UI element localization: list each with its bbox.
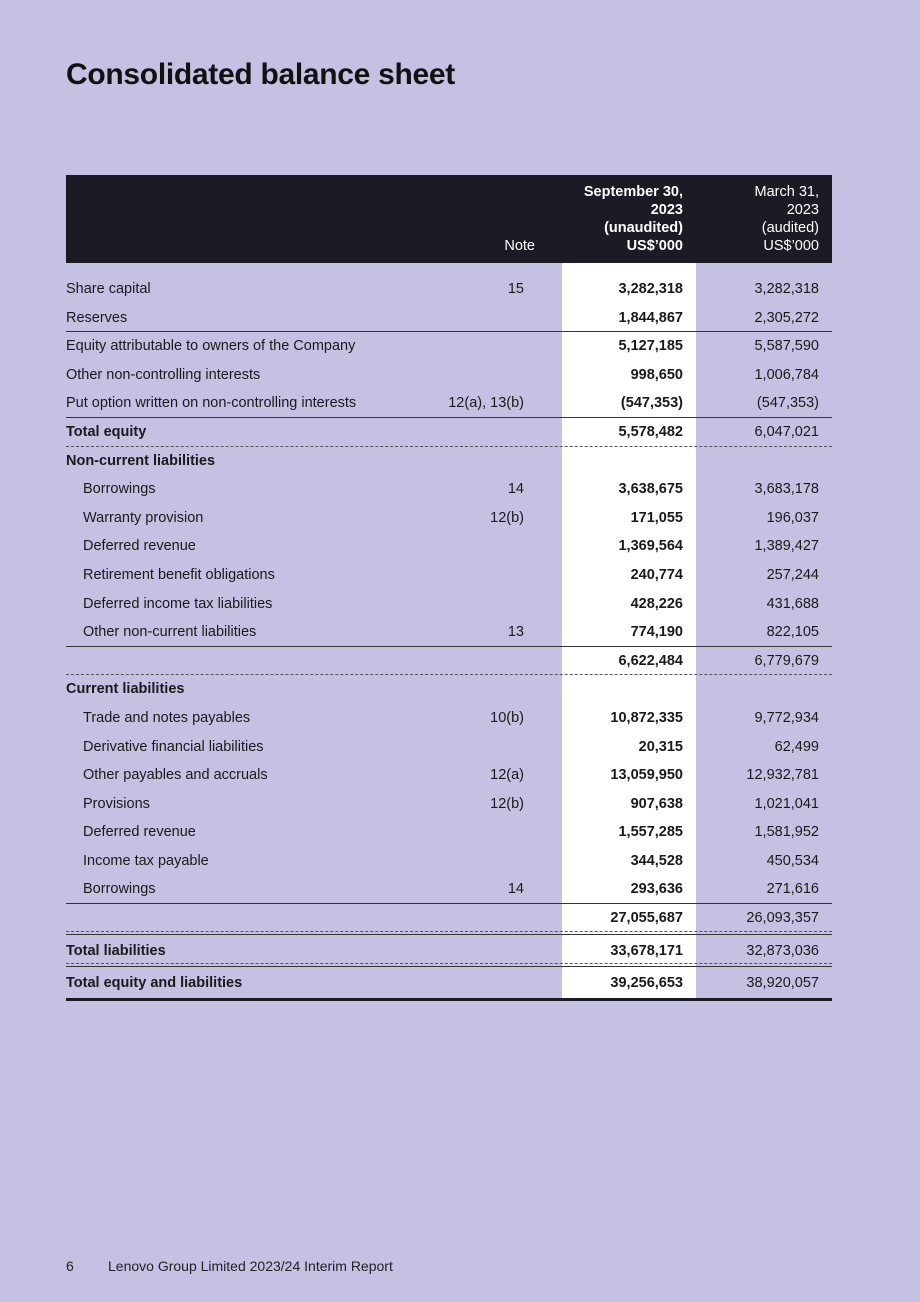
table-row: Other non-current liabilities 13 774,190 822,105 [66,618,832,647]
page-title: Consolidated balance sheet [66,58,455,91]
table-row: Derivative financial liabilities 20,315 62,499 [83,738,819,755]
header-note: Note [504,238,535,254]
table-row: Deferred revenue 1,369,564 1,389,427 [83,538,819,555]
page-footer [66,1258,393,1274]
header-current-period: September 30, 2023 (unaudited) US$’000 [583,184,683,254]
subtotal-row: 6,622,484 6,779,679 [66,647,832,676]
total-equity-and-liabilities-row: Total equity and liabilities 39,256,653 38,920,057 [66,969,832,998]
table-row: Income tax payable 344,528 450,534 [83,852,819,869]
section-heading-non-current: Non-current liabilities [66,452,216,469]
balance-sheet-table [66,175,832,998]
table-row: Trade and notes payables 10(b) 10,872,335 9,772,934 [83,709,819,726]
table-row: Other payables and accruals 12(a) 13,059,950 12,932,781 [83,767,819,784]
table-row: Retirement benefit obligations 240,774 257,244 [83,566,819,583]
table-row: Borrowings 14 3,638,675 3,683,178 [83,481,819,498]
table-header [66,175,832,263]
table-row: Equity attributable to owners of the Company 5,127,185 5,587,590 [66,338,819,355]
table-row: Deferred income tax liabilities 428,226 431,688 [83,595,819,612]
header-prior-period: March 31, 2023 (audited) US$’000 [754,184,819,254]
report-name: Lenovo Group Limited 2023/24 Interim Report [108,1258,393,1274]
table-row: Share capital 15 3,282,318 3,282,318 [66,281,819,297]
table-row: Warranty provision 12(b) 171,055 196,037 [83,509,819,526]
table-row: Provisions 12(b) 907,638 1,021,041 [83,795,819,812]
section-heading-current: Current liabilities [66,681,185,698]
table-row: Other non-controlling interests 998,650 1,006,784 [66,366,819,383]
page-number: 6 [66,1258,74,1274]
table-row: Reserves 1,844,867 2,305,272 [66,304,832,333]
total-equity-row: Total equity 5,578,482 6,047,021 [66,418,832,447]
table-row: Deferred revenue 1,557,285 1,581,952 [83,824,819,841]
total-liabilities-row: Total liabilities 33,678,171 32,873,036 [66,937,832,966]
table-body [66,263,832,998]
table-row: Put option written on non-controlling interests 12(a), 13(b) (547,353) (547,353) [66,389,832,418]
subtotal-row: 27,055,687 26,093,357 [66,904,832,933]
table-row: Borrowings 14 293,636 271,616 [66,875,832,904]
